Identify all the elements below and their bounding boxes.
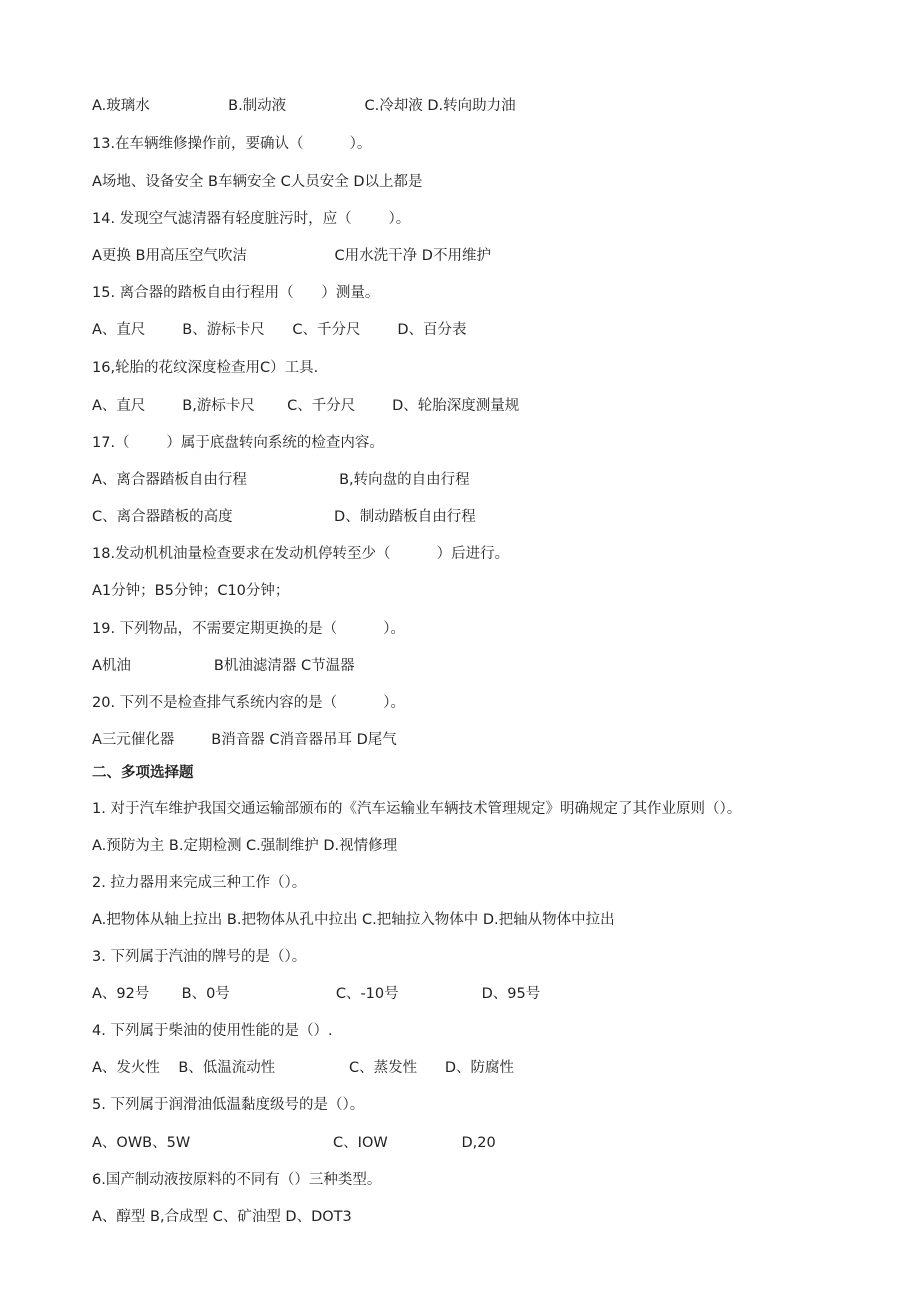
text-line: 1. 对于汽车维护我国交通运输部颁布的《汽车运输业车辆技术管理规定》明确规定了其作业原则（）。 <box>92 801 742 817</box>
text-line: 2. 拉力器用来完成三种工作（）。 <box>92 875 307 891</box>
section-heading: 二、多项选择题 <box>92 765 194 781</box>
text-line: A、发火性 B、低温流动性 C、蒸发性 D、防腐性 <box>92 1060 514 1076</box>
text-line: C、离合器踏板的高度 D、制动踏板自由行程 <box>92 509 476 525</box>
text-line: A、醇型 B,合成型 C、矿油型 D、DOT3 <box>92 1209 352 1225</box>
text-line: A、OWB、5W C、IOW D,20 <box>92 1135 496 1151</box>
text-line: 20. 下列不是检查排气系统内容的是（ ）。 <box>92 695 406 711</box>
text-line: A1分钟；B5分钟；C10分钟； <box>92 583 290 599</box>
text-line: A.把物体从轴上拉出 B.把物体从孔中拉出 C.把轴拉入物体中 D.把轴从物体中拉出 <box>92 912 615 928</box>
text-line: 5. 下列属于润滑油低温黏度级号的是（）。 <box>92 1097 365 1113</box>
text-line: 3. 下列属于汽油的牌号的是（）。 <box>92 949 307 965</box>
text-line: A机油 B机油滤清器 C节温器 <box>92 658 355 674</box>
text-line: A、直尺 B、游标卡尺 C、千分尺 D、百分表 <box>92 322 467 338</box>
text-line: A场地、设备安全 B车辆安全 C人员安全 D以上都是 <box>92 174 423 190</box>
text-line: 19. 下列物品，不需要定期更换的是（ ）。 <box>92 621 406 637</box>
text-line: A、92号 B、0号 C、-10号 D、95号 <box>92 986 541 1002</box>
text-line: A、离合器踏板自由行程 B,转向盘的自由行程 <box>92 472 470 488</box>
text-line: 18.发动机机油量检查要求在发动机停转至少（ ）后进行。 <box>92 546 510 562</box>
text-line: A、直尺 B,游标卡尺 C、千分尺 D、轮胎深度测量规 <box>92 398 520 414</box>
text-line: 17.（ ）属于底盘转向系统的检查内容。 <box>92 435 384 451</box>
text-line: 13.在车辆维修操作前，要确认（ ）。 <box>92 136 372 152</box>
text-line: 15. 离合器的踏板自由行程用（ ）测量。 <box>92 285 380 301</box>
text-line: 14. 发现空气滤清器有轻度脏污时，应（ ）。 <box>92 211 411 227</box>
text-line: 4. 下列属于柴油的使用性能的是（）. <box>92 1023 333 1039</box>
text-line: A三元催化器 B消音器 C消音器吊耳 D尾气 <box>92 732 397 748</box>
text-line: 16,轮胎的花纹深度检查用C）工具. <box>92 360 319 376</box>
text-line: A更换 B用高压空气吹洁 C用水洗干净 D不用维护 <box>92 248 491 264</box>
text-line: 6.国产制动液按原料的不同有（）三种类型。 <box>92 1172 382 1188</box>
text-line: A.玻璃水 B.制动液 C.冷却液 D.转向助力油 <box>92 98 516 114</box>
text-line: A.预防为主 B.定期检测 C.强制维护 D.视情修理 <box>92 838 398 854</box>
